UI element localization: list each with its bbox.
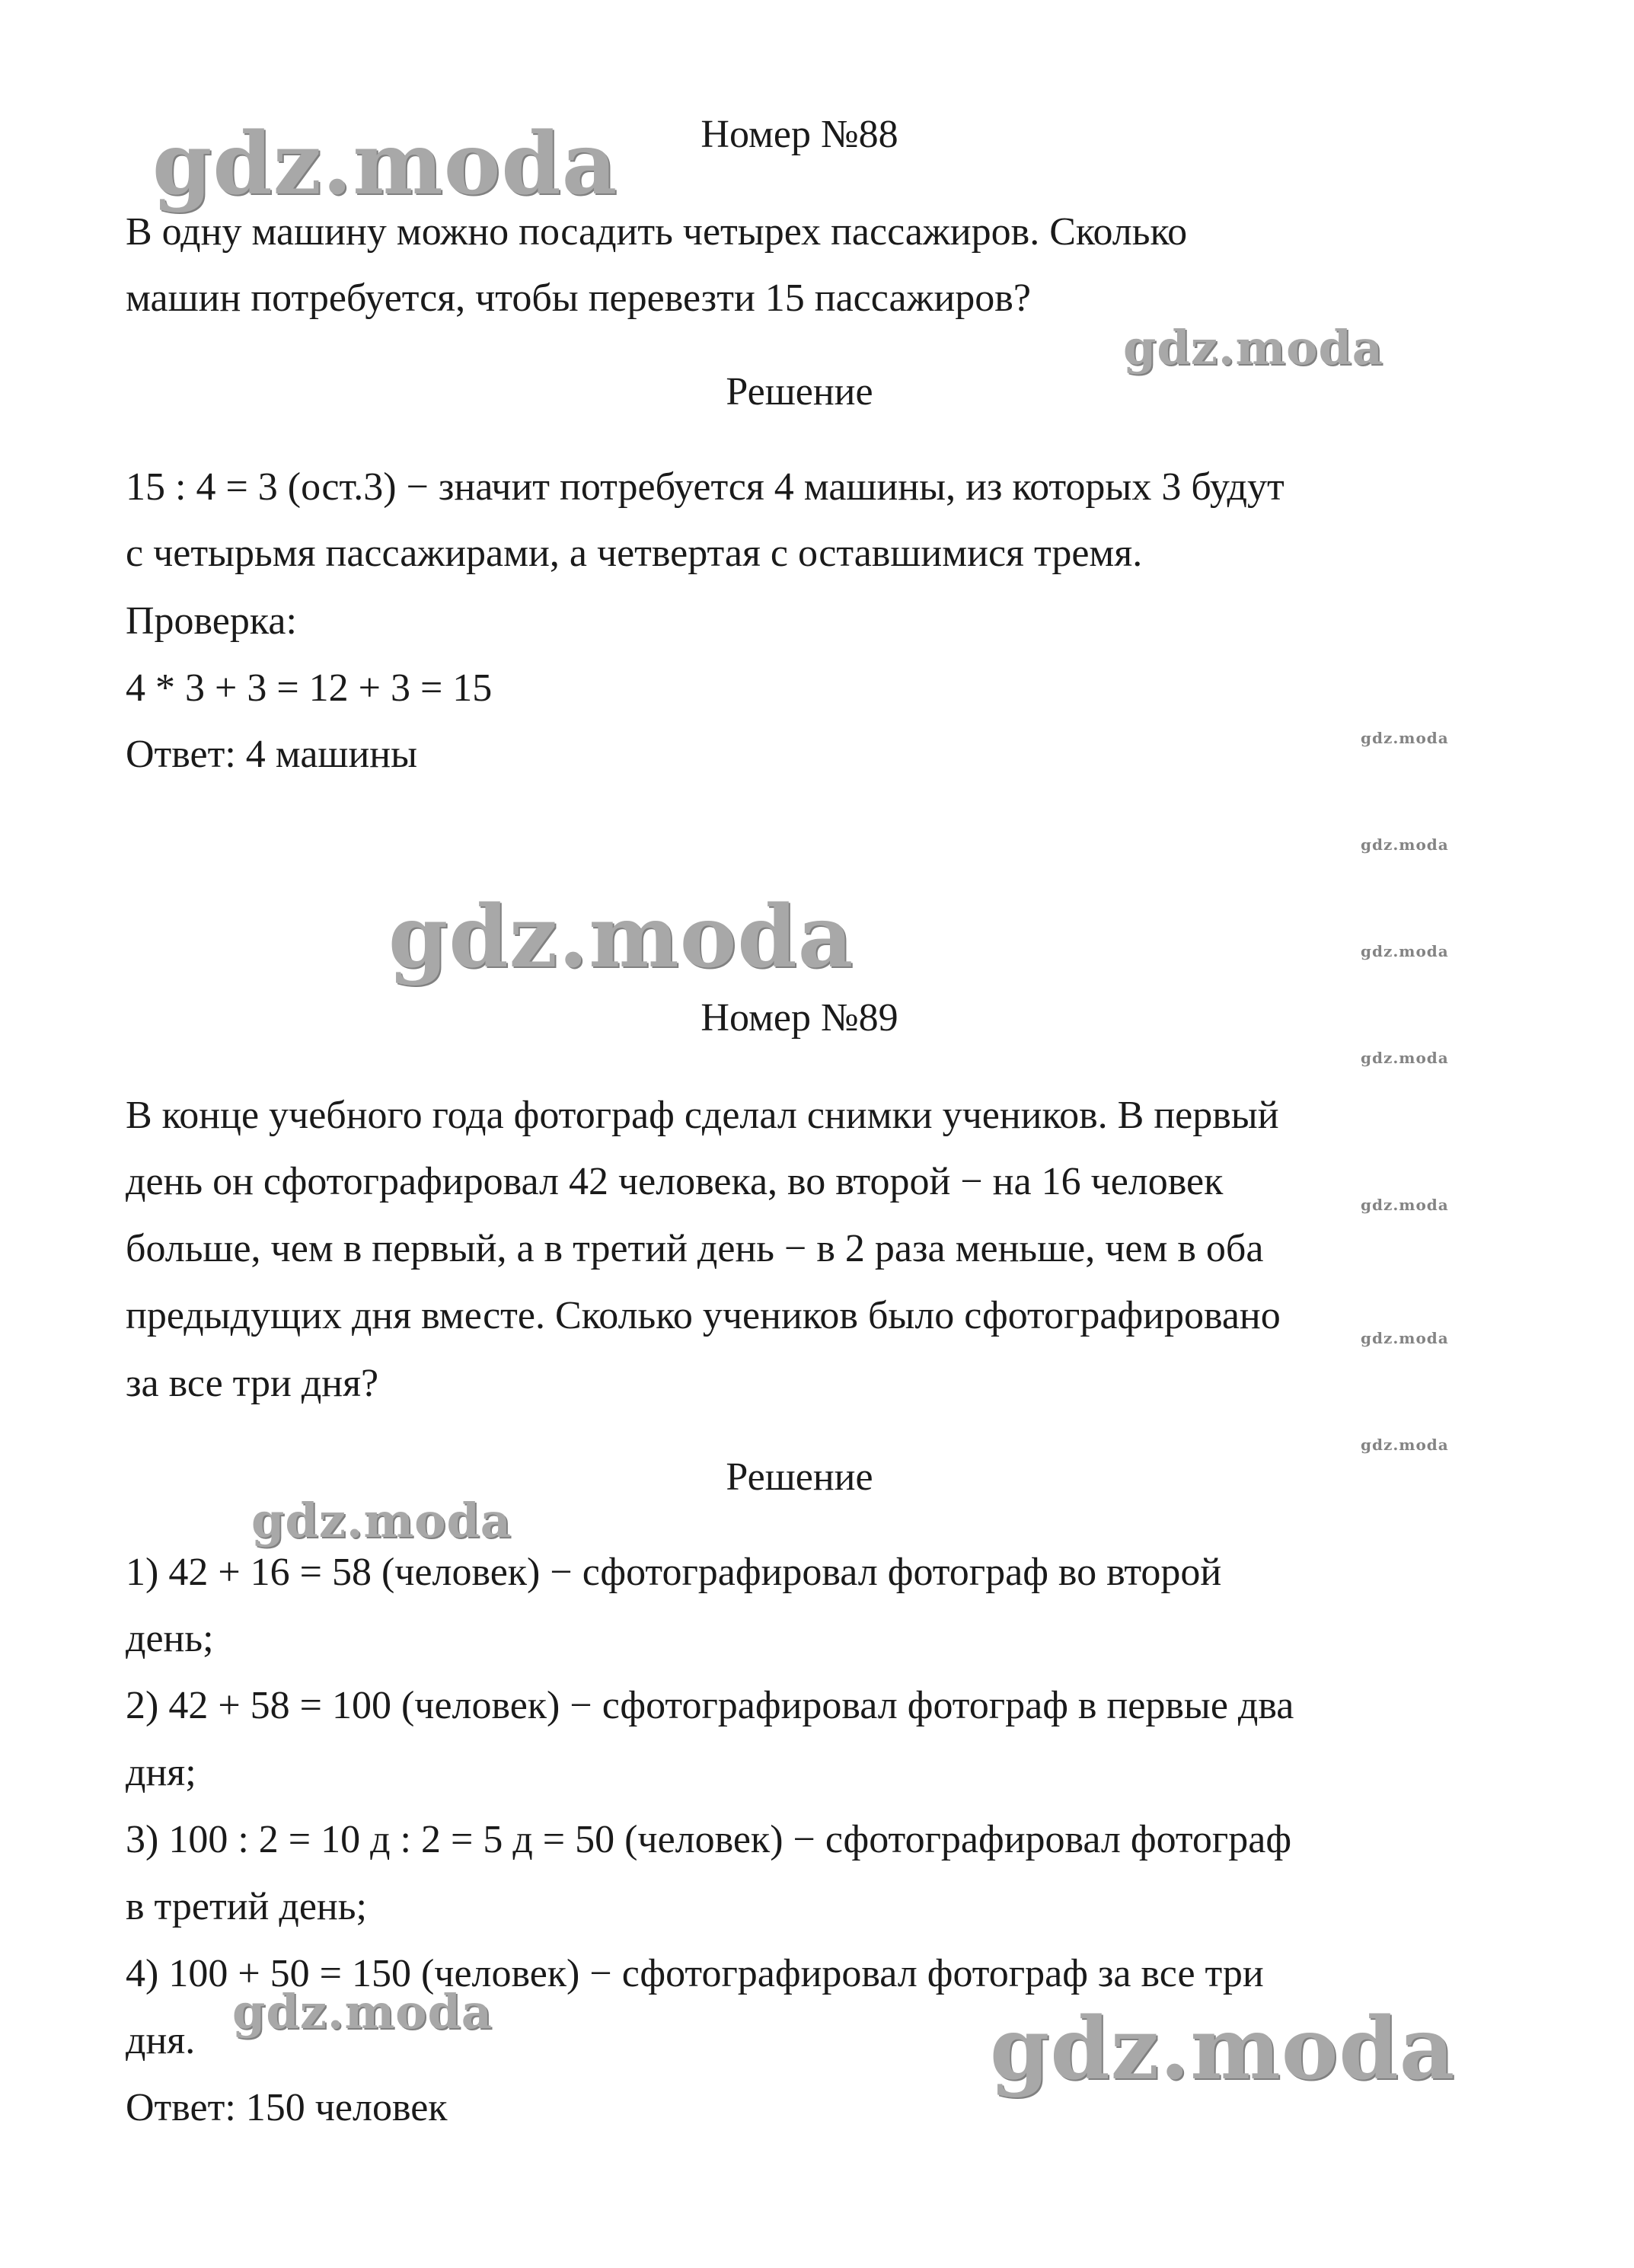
problem-89-statement-line: день он сфотографировал 42 человека, во второй − на 16 человек	[126, 1160, 1224, 1203]
watermark-logo: gdz.moda	[1361, 942, 1449, 960]
watermark-logo: gdz.moda	[1123, 320, 1383, 375]
problem-88-title: Номер №88	[701, 113, 898, 156]
problem-89-solution-heading: Решение	[726, 1455, 873, 1499]
problem-88-solution-heading: Решение	[726, 370, 873, 414]
problem-89-solution-line: 4) 100 + 50 = 150 (человек) − сфотографировал фотограф за все три	[126, 1952, 1264, 1995]
problem-88-statement-line: В одну машину можно посадить четырех пассажиров. Сколько	[126, 210, 1188, 254]
watermark-logo: gdz.moda	[990, 1999, 1456, 2099]
problem-88-solution-line: с четырьмя пассажирами, а четвертая с оставшимися тремя.	[126, 532, 1143, 575]
problem-88-statement-line: машин потребуется, чтобы перевезти 15 пассажиров?	[126, 276, 1031, 320]
problem-89-statement-line: за все три дня?	[126, 1362, 379, 1405]
problem-89-solution-line: день;	[126, 1617, 214, 1660]
problem-89-answer: Ответ: 150 человек	[126, 2086, 448, 2129]
problem-88-check-label: Проверка:	[126, 599, 297, 643]
watermark-logo: gdz.moda	[388, 887, 854, 987]
problem-89-solution-line: 3) 100 : 2 = 10 д : 2 = 5 д = 50 (человек) − сфотографировал фотограф	[126, 1818, 1292, 1861]
watermark-logo: gdz.moda	[1361, 835, 1449, 854]
problem-89-statement-line: больше, чем в первый, а в третий день − в 2 раза меньше, чем в оба	[126, 1227, 1264, 1270]
problem-89-solution-line: в третий день;	[126, 1885, 367, 1928]
problem-89-solution-line: дня.	[126, 2019, 196, 2062]
watermark-logo: gdz.moda	[1361, 1049, 1449, 1067]
watermark-logo: gdz.moda	[1361, 1436, 1449, 1454]
problem-88-check-formula: 4 * 3 + 3 = 12 + 3 = 15	[126, 666, 493, 710]
problem-89-solution-line: 1) 42 + 16 = 58 (человек) − сфотографировал фотограф во второй	[126, 1551, 1222, 1594]
problem-89-statement-line: предыдущих дня вместе. Сколько учеников было сфотографировано	[126, 1294, 1281, 1337]
watermark-logo: gdz.moda	[1361, 729, 1449, 747]
watermark-logo: gdz.moda	[251, 1493, 512, 1548]
watermark-logo: gdz.moda	[232, 1984, 493, 2040]
problem-89-solution-line: 2) 42 + 58 = 100 (человек) − сфотографировал фотограф в первые два	[126, 1684, 1294, 1727]
problem-89-solution-line: дня;	[126, 1751, 196, 1794]
watermark-logo: gdz.moda	[1361, 1196, 1449, 1214]
problem-88-solution-line: 15 : 4 = 3 (ост.3) − значит потребуется 4 машины, из которых 3 будут	[126, 465, 1285, 509]
watermark-logo: gdz.moda	[1361, 1329, 1449, 1347]
problem-89-statement-line: В конце учебного года фотограф сделал снимки учеников. В первый	[126, 1094, 1279, 1137]
problem-89-title: Номер №89	[701, 996, 898, 1040]
watermark-logo: gdz.moda	[152, 114, 618, 214]
problem-88-answer: Ответ: 4 машины	[126, 733, 418, 776]
